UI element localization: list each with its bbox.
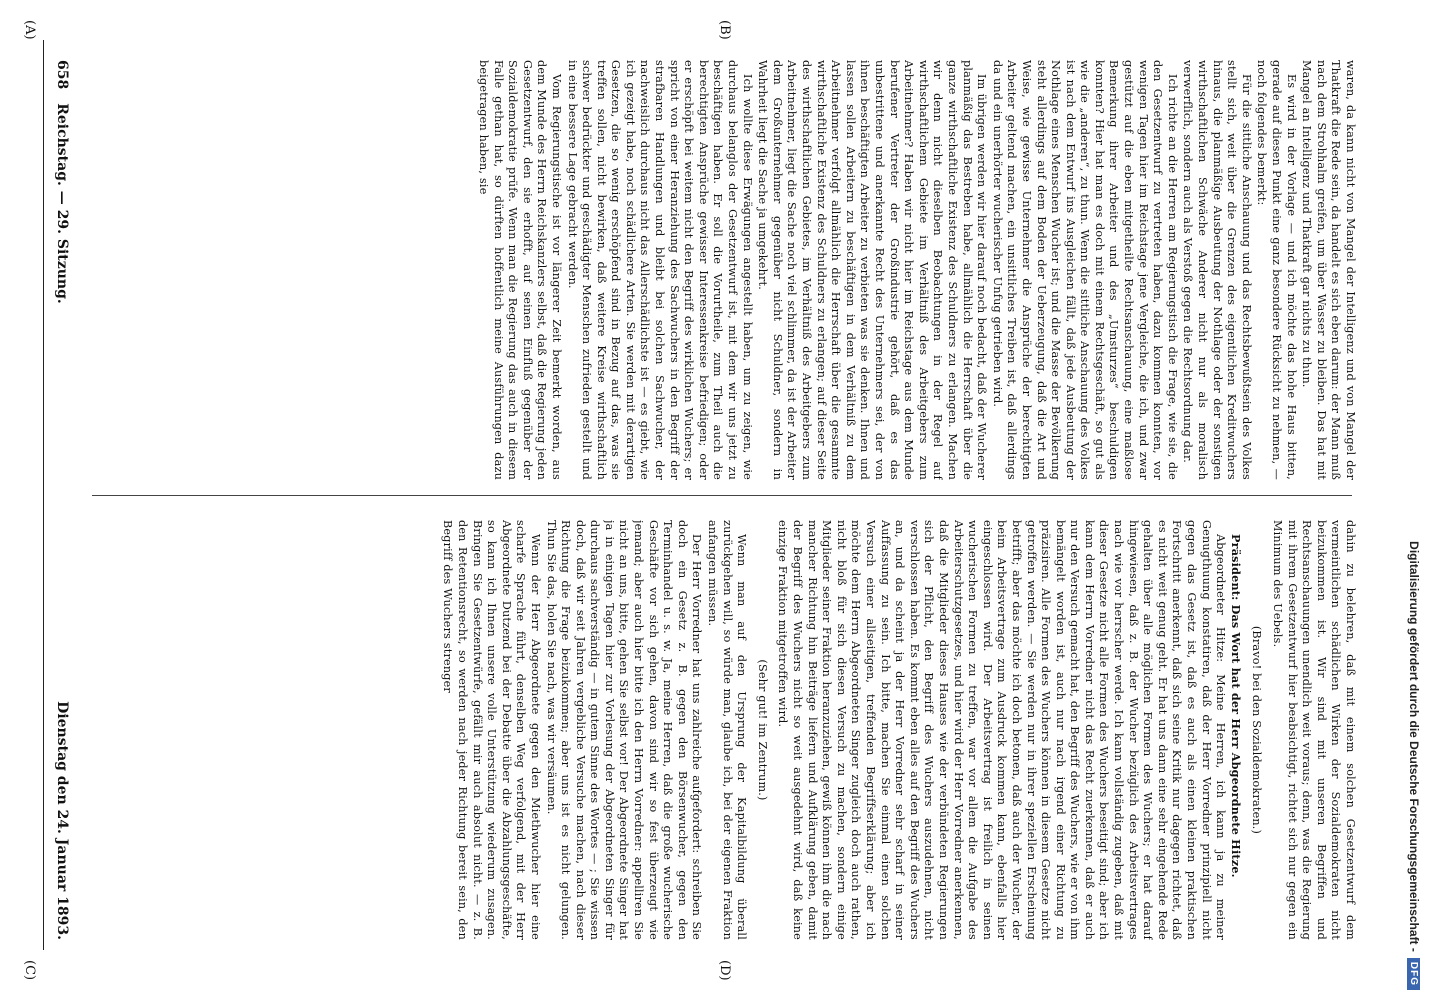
paragraph: Im übrigen werden wir hier darauf noch bedacht, daß der Wucherer planmäßig das Bestreben habe, allmählich die Herrschaft über die ganze wirthschaftliche Existenz des Schuldners zu erlangen. Machen wir denn nicht dieselben Beobachtungen in der Regel auf wirthschaftlichem Gebiete im Verhältniß des Arbeitgebers zum Arbeitnehmer? Haben wir nicht hier im Reichstage aus dem Munde berufener Vertreter der Großindustrie gehört, daß es das unbestrittene und anerkannte Recht des Unternehmers sei, der von ihnen beschäftigten Arbeiter zu verbieten was sie denken. Ihnen und lassen sollen Arbeitern zu beschäftigen in dem Verhältniß zu dem Arbeitnehmer verfolgt allmählich die Herrschaft über die gesammte wirthschaftliche Existenz des Schuldners zu erlangen; auf dieser Seite des wirthschaftlichen Gebietes, im Verhältniß des Arbeitgebers zum Arbeitnehmer, liegt die Sache noch viel schlimmer, da ist der Arbeiter dem Großunternehmer gegenüber nicht Schuldner, sondern in Wahrheit liegt die Sache ja umgekehrt.: [756, 60, 989, 480]
funding-notice: [1404, 10, 1424, 990]
page-number: 658: [54, 60, 70, 90]
paragraph: Ich richte an die Herren am Regierungstisch die Frage, wie sie, die den Gesetzentwurf zu vertreten haben, dazu kommen konnten, vor wenigen Tagen hier im Reichstage jene Vergleiche, die ich, und zwar gestützt auf die eben mitgetheilte Rechtsanschauung, eine maßlose Bemerkung ihrer Arbeiter und des „Umsturzes“ beschuldigen konnten? Hier hat man es doch mit einem Rechtsgeschäft, so gut als wie die „anderen“, zu thun. Wenn die sittliche Anschauung des Volkes ist nach dem Entwurf ins Ausgleichen fällt, daß jede Ausbeutung der Nothlage eines Menschen Wucher ist; und die Masse der Bevölkerung steht allerdings auf dem Boden der Ueberzeugung, daß die Art und Weise, wie gewisse Unternehmer die Ansprüche der berechtigten Arbeiter geltend machen, ein unsittliches Treiben ist, daß allerdings da und ein unerhörter wucherischer Unfug getrieben wird.: [990, 60, 1179, 480]
page-header: [47, 60, 77, 940]
paragraph: Abgeordneter Hitze: Meine Herren, ich kann ja zu meiner Genugthuung konstatiren, daß der Herr Vorredner prinzipiell nicht gegen das Gesetz ist, daß es auch als einen kleinen praktischen Fortschritt anerkennt, daß sich seine Kritik nur dagegen richtet, daß es nicht weit genug geht. Er hat uns dann eine sehr eingehende Rede gehalten über alle möglichen Formen des Wuchers; er hat darauf hingewiesen, daß z. B. der Wucher bezüglich des Arbeitsvertrages nach wie vor herrscher werde. Ich kann vollständig zugeben, daß mit dieser Gesetze nicht alle Formen des Wuchers beseitigt sind; aber ich kann dem Herrn Vorredner nicht das Recht zuerkennen, daß er auch nur den Versuch gemacht hat, den Begriff des Wuchers, wie er von ihm bemängelt worden ist, auch nur nach irgend einer Richtung zu präzisiren. Alle Formen des Wuchers können in diesem Gesetze nicht getroffen werden. — Sie werden nur in ihrer speziellen Erscheinung betrifft; aber das möchte ich doch betonen, daß auch der Wucher, der beim Arbeitsvertrage zum Ausdruck kommen kann, ebenfalls hier eingeschlossen wird. Der Arbeitsvertrag ist freilich in seinen wucherischen Formen zu treffen, war vor allem die Aufgabe des Arbeiterschutzgesetzes, und hier wird der Herr Vorredner anerkennen, daß die Mitglieder dieses Hauses wie der verbündeten Regierungen sich der Pflicht, den Begriff des Wuchers auszudehnen, nicht verschlossen haben. Es kommt eben alles auf den Begriff des Wuchers an, und da scheint ja der Herr Vorredner sehr scharf in seiner Auffassung zu sein. Ich bitte, machen Sie einmal einen solchen Versuch einer allseitigen, treffenden Begriffserklärung; aber ich möchte dem Herrn Abgeordneten Singer zugleich doch auch rathen, nicht bloß für sich diesen Versuch zu machen, sondern einige Mitglieder seiner Fraktion heranzuziehen, gewiß können ihm die nach mancher Richtung hin Beiträge liefern und Aufklärung geben, damit der Begriff des Wuchers nicht so weit ausgedehnt wird, daß keine einzige Fraktion mitgetroffen wird.: [776, 520, 1228, 940]
right-column: [87, 520, 1357, 940]
paragraph: dahin zu belehren, daß mit einem solchen Gesetzentwurf dem vermeintlichen schädlichen Wirken der Sozialdemokraten nicht beizukommen ist. Wir sind mit unseren Begriffen und Rechtsanschauungen unendlich weit voraus; denn, was die Regierung mit ihrem Gesetzentwurf hier beabsichtigt, richtet sich nur gegen ein Minimum des Uebels.: [1271, 520, 1357, 940]
president-statement: Präsident: Das Wort hat der Herr Abgeordnete Hitze.: [1228, 534, 1243, 878]
applause-note: (Sehr gut! im Zentrum.): [755, 659, 769, 801]
paragraph: Wenn man auf den Ursprung der Kapitalbildung überall zurückgehen will, so würde man, glaube ich, bei der eigenen Fraktion anfangen müssen.: [706, 520, 749, 940]
paragraph: Wenn der Herr Abgeordnete gegen den Miethwucher hier eine scharfe Sprache führt, denselben Weg verfolgend, mit der Herr Abgeordnete Dutzend bei der Debatte über die Abzahlungsgeschäfte, so kann ich Ihnen unsere volle Unterstützung wiederum zusagen. Bringen Sie Gesetzentwürfe, gefällt mir auch absolut nicht. — z. B. den Retentionsrecht, so werden nach jeder Richtung bereit sein, den Begriff des Wuchers strenger: [441, 520, 542, 940]
paragraph: Vom Regierungstische ist vor längerer Zeit bemerkt worden, aus dem Munde des Herrn Reichskanzlers selbst, daß die Regierung jeden Gesetzentwurf, den sie erhofft, auf seinen Einfluß gegenüber der Sozialdemokratie prüfe. Wenn man die Regierung das auch in diesem Falle gethan hat, so dürften hoffentlich meine Ausführungen dazu beigetragen haben, sie: [476, 60, 563, 480]
column-divider: [92, 495, 1352, 496]
paragraph: Ich wollte diese Erwägungen angestellt haben, um zu zeigen, wie durchaus belanglos der Gesetzentwurf ist, mit dem wir uns jetzt zu beschäftigen haben. Er soll die Vorurtheile, zum Theil auch die berechtigten Ansprüche gewisser Interessenkreise befriedigen; oder er erschöpft bei weitem nicht den Begriff des wirklichen Wuchers; er spricht von einer Heranziehung des Sachwuchers in den Begriff der strafbaren Handlungen und bleibt bei solchen Sachwucher, der nachweislich durchaus nicht das Allerschädlichste ist — es giebt, wie ich gezeigt habe, noch schädlichere Arten. Sie werden mit derartigen Gesetzen, die so wenig erschöpfend sind in Bezug auf das, was sie treffen sollen, nicht bewirken, daß weitere Kreise wirthschaftlich schwer bedrückter und geschädigter Menschen zufrieden gestellt und in eine bessere Lage gebracht werden.: [565, 60, 754, 480]
session-date: Dienstag den 24. Januar 1893.: [54, 701, 70, 940]
left-column: [87, 60, 1357, 480]
dfg-logo-icon: DFG: [1408, 958, 1421, 990]
applause-note: (Bravo! bei den Sozialdemokraten.): [1250, 625, 1264, 835]
paragraph: waren, da kann nicht von Mangel der Intelligenz und von Mangel der Thatkraft die Rede sein, da handelt es sich eben darum: der Mann muß nach dem Strohhalm greifen, um über Wasser zu bleiben. Das hat mit Mangel an Intelligenz und Thatkraft gar nichts zu thun.: [1300, 60, 1357, 480]
paragraph: Der Herr Vorredner hat uns zahlreiche aufgefordert: schreiben Sie doch ein Gesetz z. B. gegen den Börsenwucher, gegen den Terminhandel u. s. w. Ja, meine Herren, daß die große wucherische Geschäfte vor sich gehen, davon sind wir so fest überzeugt wie jemand; aber auch hier bitte ich den Herrn Vorredner: appelliren Sie nicht an uns, bitte, gehen Sie selbst vor! Der Abgeordnete Singer hat ja in einigen Tagen hier zur Vorlesung der Abgeordneten Singer für durchaus sachverständig — in gutem Sinne des Wortes — ; Sie wissen doch, daß wir seit Jahren vergebliche Versuche machen, nach dieser Richtung die Frage beizukommen; aber uns ist es nicht gelungen. Thun Sie das, holen Sie nach, was wir versäumen.: [544, 520, 704, 940]
margin-marker-a: (A): [22, 20, 37, 40]
margin-marker-c: (C): [22, 960, 37, 981]
session-title: Reichstag. — 29. Sitzung.: [54, 103, 70, 304]
header-rule: [43, 40, 44, 950]
margin-marker-b: (B): [717, 20, 732, 40]
paragraph: Es wird in der Vorlage — und ich möchte das hohe Haus bitten, gerade auf diesen Punkt eine ganz besondere Rücksicht zu nehmen, — noch folgendes bemerkt:: [1255, 60, 1298, 480]
quoted-paragraph: Für die sittliche Anschauung und das Rechtsbewußtsein des Volkes stellt sich, weit über die Grenzen des eigentlichen Kreditwuchers hinaus, die planmäßige Ausbeutung der Nothlage oder der sonstigen wirthschaftlichen Schwäche Anderer nicht nur als moralisch verwerflich, sondern auch als Verstoß gegen die Rechtsordnung dar.: [1181, 60, 1253, 480]
funding-text: Digitalisierung gefördert durch die Deutsche Forschungsgemeinschaft -: [1407, 541, 1421, 952]
margin-marker-d: (D): [717, 960, 732, 981]
